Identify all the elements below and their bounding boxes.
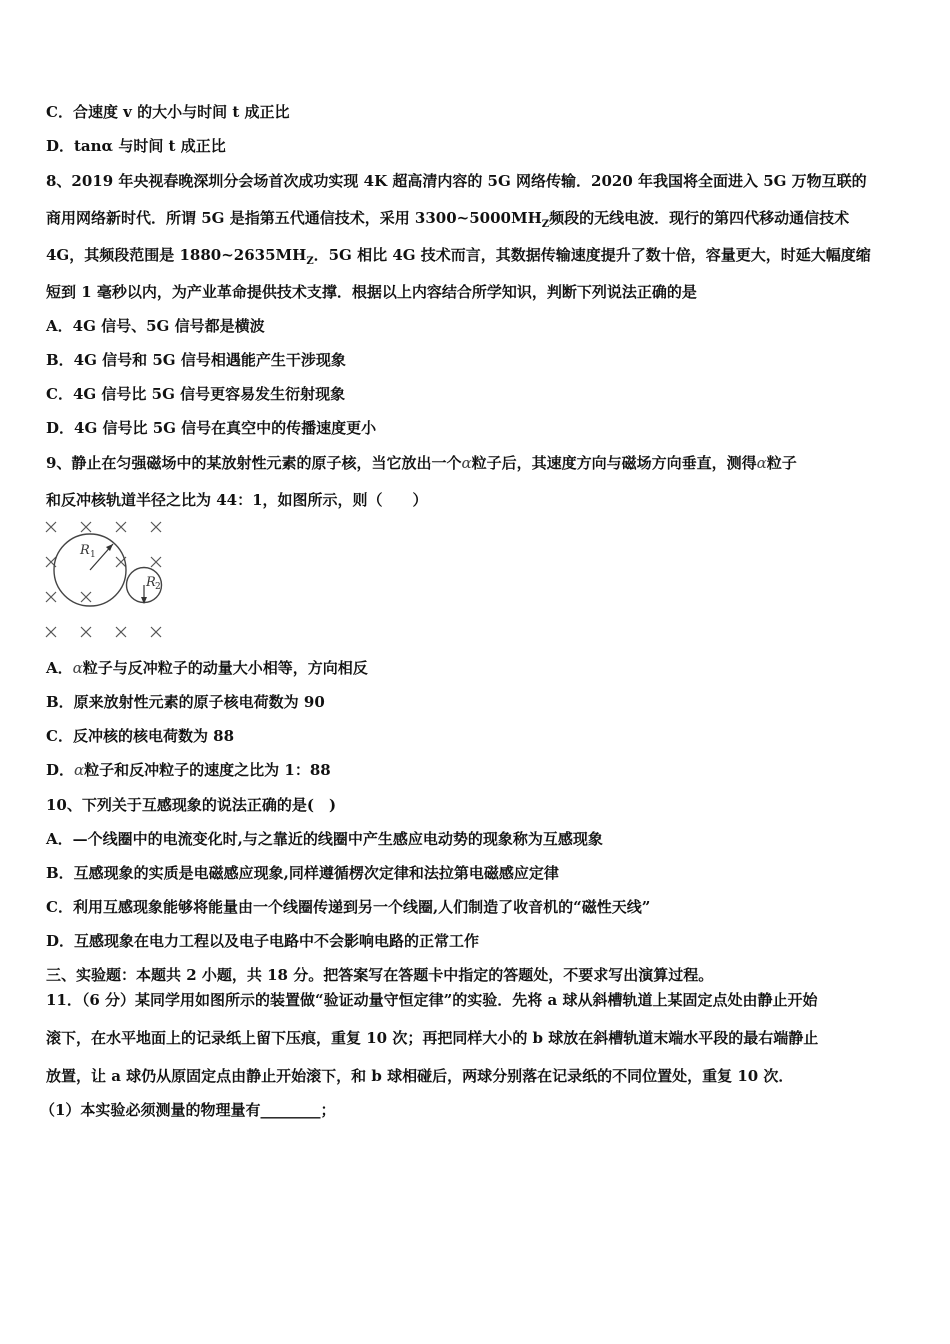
question-8-line-2 — [46, 208, 849, 235]
q9-option-a-text: 粒子与反冲粒子的动量大小相等，方向相反 — [82, 659, 368, 677]
alpha-symbol: α — [461, 454, 472, 472]
q8-option-d: D．4G 信号比 5G 信号在真空中的传播速度更小 — [46, 419, 377, 437]
q8-option-c: C．4G 信号比 5G 信号更容易发生衍射现象 — [46, 385, 346, 403]
question-11-line-1: 11．（6 分）某同学用如图所示的装置做“验证动量守恒定律”的实验．先将 a 球从斜槽轨道上某固定点处由静止开始 — [46, 991, 818, 1009]
q10-option-d: D．互感现象在电力工程以及电子电路中不会影响电路的正常工作 — [46, 932, 480, 950]
alpha-symbol: α — [74, 761, 85, 779]
r1-label: R — [80, 543, 90, 558]
field-cross — [116, 522, 126, 532]
q10-option-b: B．互感现象的实质是电磁感应现象,同样遵循楞次定律和法拉第电磁感应定律 — [46, 864, 559, 882]
field-cross — [151, 557, 161, 567]
q9-option-d — [46, 760, 331, 780]
q9-option-d-prefix: D． — [46, 761, 75, 779]
q10-option-a: A．—个线圈中的电流变化时,与之靠近的线圈中产生感应电动势的现象称为互感现象 — [46, 830, 603, 848]
question-11-part-1: （1）本实验必须测量的物理量有________； — [40, 1101, 336, 1119]
option-d-prev: D．tanα 与时间 t 成正比 — [46, 137, 226, 155]
question-11-line-3: 放置，让 a 球仍从原固定点由静止开始滚下，和 b 球相碰后，两球分别落在记录纸的不同位置处，重复 10 次． — [46, 1067, 794, 1085]
q8-line-2-part-a: 商用网络新时代．所谓 5G 是指第五代通信技术，采用 3300~5000MH — [46, 209, 542, 227]
question-11-line-2: 滚下，在水平地面上的记录纸上留下压痕，重复 10 次；再把同样大小的 b 球放在斜槽轨道末端水平段的最右端静止 — [46, 1029, 819, 1047]
q8-option-a: A．4G 信号、5G 信号都是横波 — [46, 317, 265, 335]
field-cross — [151, 627, 161, 637]
alpha-symbol: α — [72, 659, 83, 677]
r1-subscript: 1 — [90, 550, 96, 560]
orbit-diagram — [40, 516, 170, 644]
q8-line-3-part-b: ．5G 相比 4G 技术而言，其数据传输速度提升了数十倍，容量更大，时延大幅度缩 — [313, 246, 871, 264]
q8-line-3-part-a: 4G，其频段范围是 1880~2635MH — [46, 246, 307, 264]
field-cross — [46, 592, 56, 602]
q9-line-1-part-a: 9、静止在匀强磁场中的某放射性元素的原子核，当它放出一个 — [46, 454, 462, 472]
field-cross — [46, 522, 56, 532]
q9-option-b: B．原来放射性元素的原子核电荷数为 90 — [46, 693, 325, 711]
r2-subscript: 2 — [155, 582, 161, 592]
z-subscript: Z — [306, 256, 314, 267]
q9-option-d-text: 粒子和反冲粒子的速度之比为 1：88 — [84, 761, 331, 779]
r2-label: R — [146, 575, 156, 590]
question-8-line-3 — [46, 245, 871, 272]
field-cross — [81, 522, 91, 532]
section-3-heading: 三、实验题：本题共 2 小题，共 18 分。把答案写在答题卡中指定的答题处，不要求写出演算过程。 — [46, 966, 714, 984]
field-cross — [81, 627, 91, 637]
field-cross — [81, 592, 91, 602]
field-cross — [46, 627, 56, 637]
q9-option-a-prefix: A． — [46, 659, 73, 677]
q9-option-a — [46, 658, 368, 678]
q10-option-c: C．利用互感现象能够将能量由一个线圈传递到另一个线圈,人们制造了收音机的“磁性天线” — [46, 898, 651, 916]
question-10: 10、下列关于互感现象的说法正确的是( ) — [46, 796, 337, 814]
z-subscript: Z — [541, 219, 550, 230]
question-8-line-1: 8、2019 年央视春晚深圳分会场首次成功实现 4K 超高清内容的 5G 网络传输．2020 年我国将全面进入 5G 万物互联的 — [46, 172, 867, 190]
q8-option-b: B．4G 信号和 5G 信号相遇能产生干涉现象 — [46, 351, 346, 369]
field-cross — [116, 627, 126, 637]
question-8-line-4: 短到 1 毫秒以内，为产业革命提供技术支撑．根据以上内容结合所学知识，判断下列说法正确的是 — [46, 283, 697, 301]
q9-option-c: C．反冲核的核电荷数为 88 — [46, 727, 235, 745]
alpha-symbol: α — [756, 454, 767, 472]
question-9-line-1 — [46, 453, 797, 473]
q9-line-1-part-c: 粒子 — [766, 454, 797, 472]
field-cross — [151, 522, 161, 532]
q9-line-1-part-b: 粒子后，其速度方向与磁场方向垂直，测得 — [471, 454, 757, 472]
q8-line-2-part-b: 频段的无线电波．现行的第四代移动通信技术 — [549, 209, 850, 227]
option-c-prev: C．合速度 v 的大小与时间 t 成正比 — [46, 103, 290, 121]
question-9-line-2: 和反冲核轨道半径之比为 44：1，如图所示，则（ ） — [46, 491, 428, 509]
magnetic-field-figure — [40, 516, 170, 644]
